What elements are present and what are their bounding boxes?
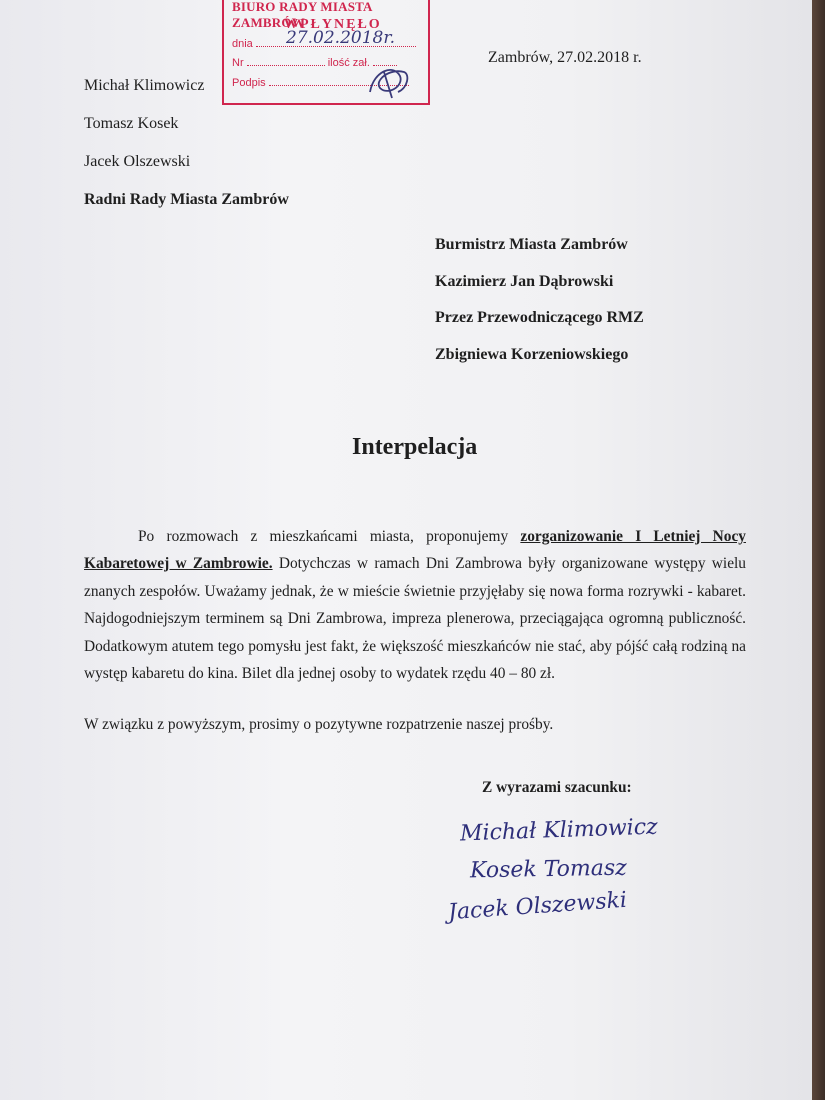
- signature-olszewski: Jacek Olszewski: [447, 887, 628, 926]
- background-surface: [812, 0, 825, 1100]
- stamp-title: BIURO RADY MIASTA ZAMBRÓW: [232, 0, 372, 30]
- sender-name-3: Jacek Olszewski: [84, 153, 191, 170]
- stamp-nr-label: Nr: [232, 57, 244, 69]
- body-rest: Dotychczas w ramach Dni Zambrowa były organizowane występy wielu znanych zespołów. Uważamy jednak, że w mieście świetnie przyjęłaby się nowa forma rozrywki - kabaret. Najdogodniejszym terminem są Dni Zambrowa, impreza plenerowa, przeciągająca ogromną publiczność. Dodatkowym atutem tego pomysłu jest fakt, że większość mieszkańców nie stać, aby pójść całą rodziną na występ kabaretu do kina. Bilet dla jednej osoby to wydatek rzędu 40 – 80 zł.: [84, 555, 746, 683]
- salutation: Z wyrazami szacunku:: [482, 779, 632, 796]
- body-paragraph: [84, 523, 746, 687]
- sender-name-1: Michał Klimowicz: [84, 77, 205, 94]
- signature-klimowicz: Michał Klimowicz: [459, 814, 659, 847]
- stamp-count-label: ilość zał.: [327, 57, 370, 69]
- stamp-date-label: dnia: [232, 38, 253, 50]
- recipient-line-4: Zbigniewa Korzeniowskiego: [435, 346, 629, 363]
- stamp-received: WPŁYNĘŁO: [284, 17, 382, 32]
- recipient-line-1: Burmistrz Miasta Zambrów: [435, 236, 628, 253]
- body-lead: Po rozmowach z mieszkańcami miasta, proponujemy: [138, 528, 521, 545]
- stamp-date-handwritten: 27.02.2018r.: [286, 28, 395, 48]
- stamp-signature-scribble: [364, 62, 414, 102]
- signature-kosek: Kosek Tomasz: [469, 855, 628, 884]
- document-title: Interpelacja: [352, 434, 478, 460]
- body-emphasis: zorganizowanie I Letniej Nocy Kabaretowej w Zambrowie.: [84, 528, 746, 573]
- sender-name-2: Tomasz Kosek: [84, 115, 179, 132]
- closing-request: W związku z powyższym, prosimy o pozytywne rozpatrzenie naszej prośby.: [84, 716, 554, 733]
- recipient-line-3: Przez Przewodniczącego RMZ: [435, 309, 644, 326]
- place-date: Zambrów, 27.02.2018 r.: [488, 49, 642, 66]
- stamp-sign-label: Podpis: [232, 77, 266, 89]
- sender-group: Radni Rady Miasta Zambrów: [84, 191, 289, 208]
- recipient-line-2: Kazimierz Jan Dąbrowski: [435, 273, 614, 290]
- registry-stamp: [222, 0, 430, 105]
